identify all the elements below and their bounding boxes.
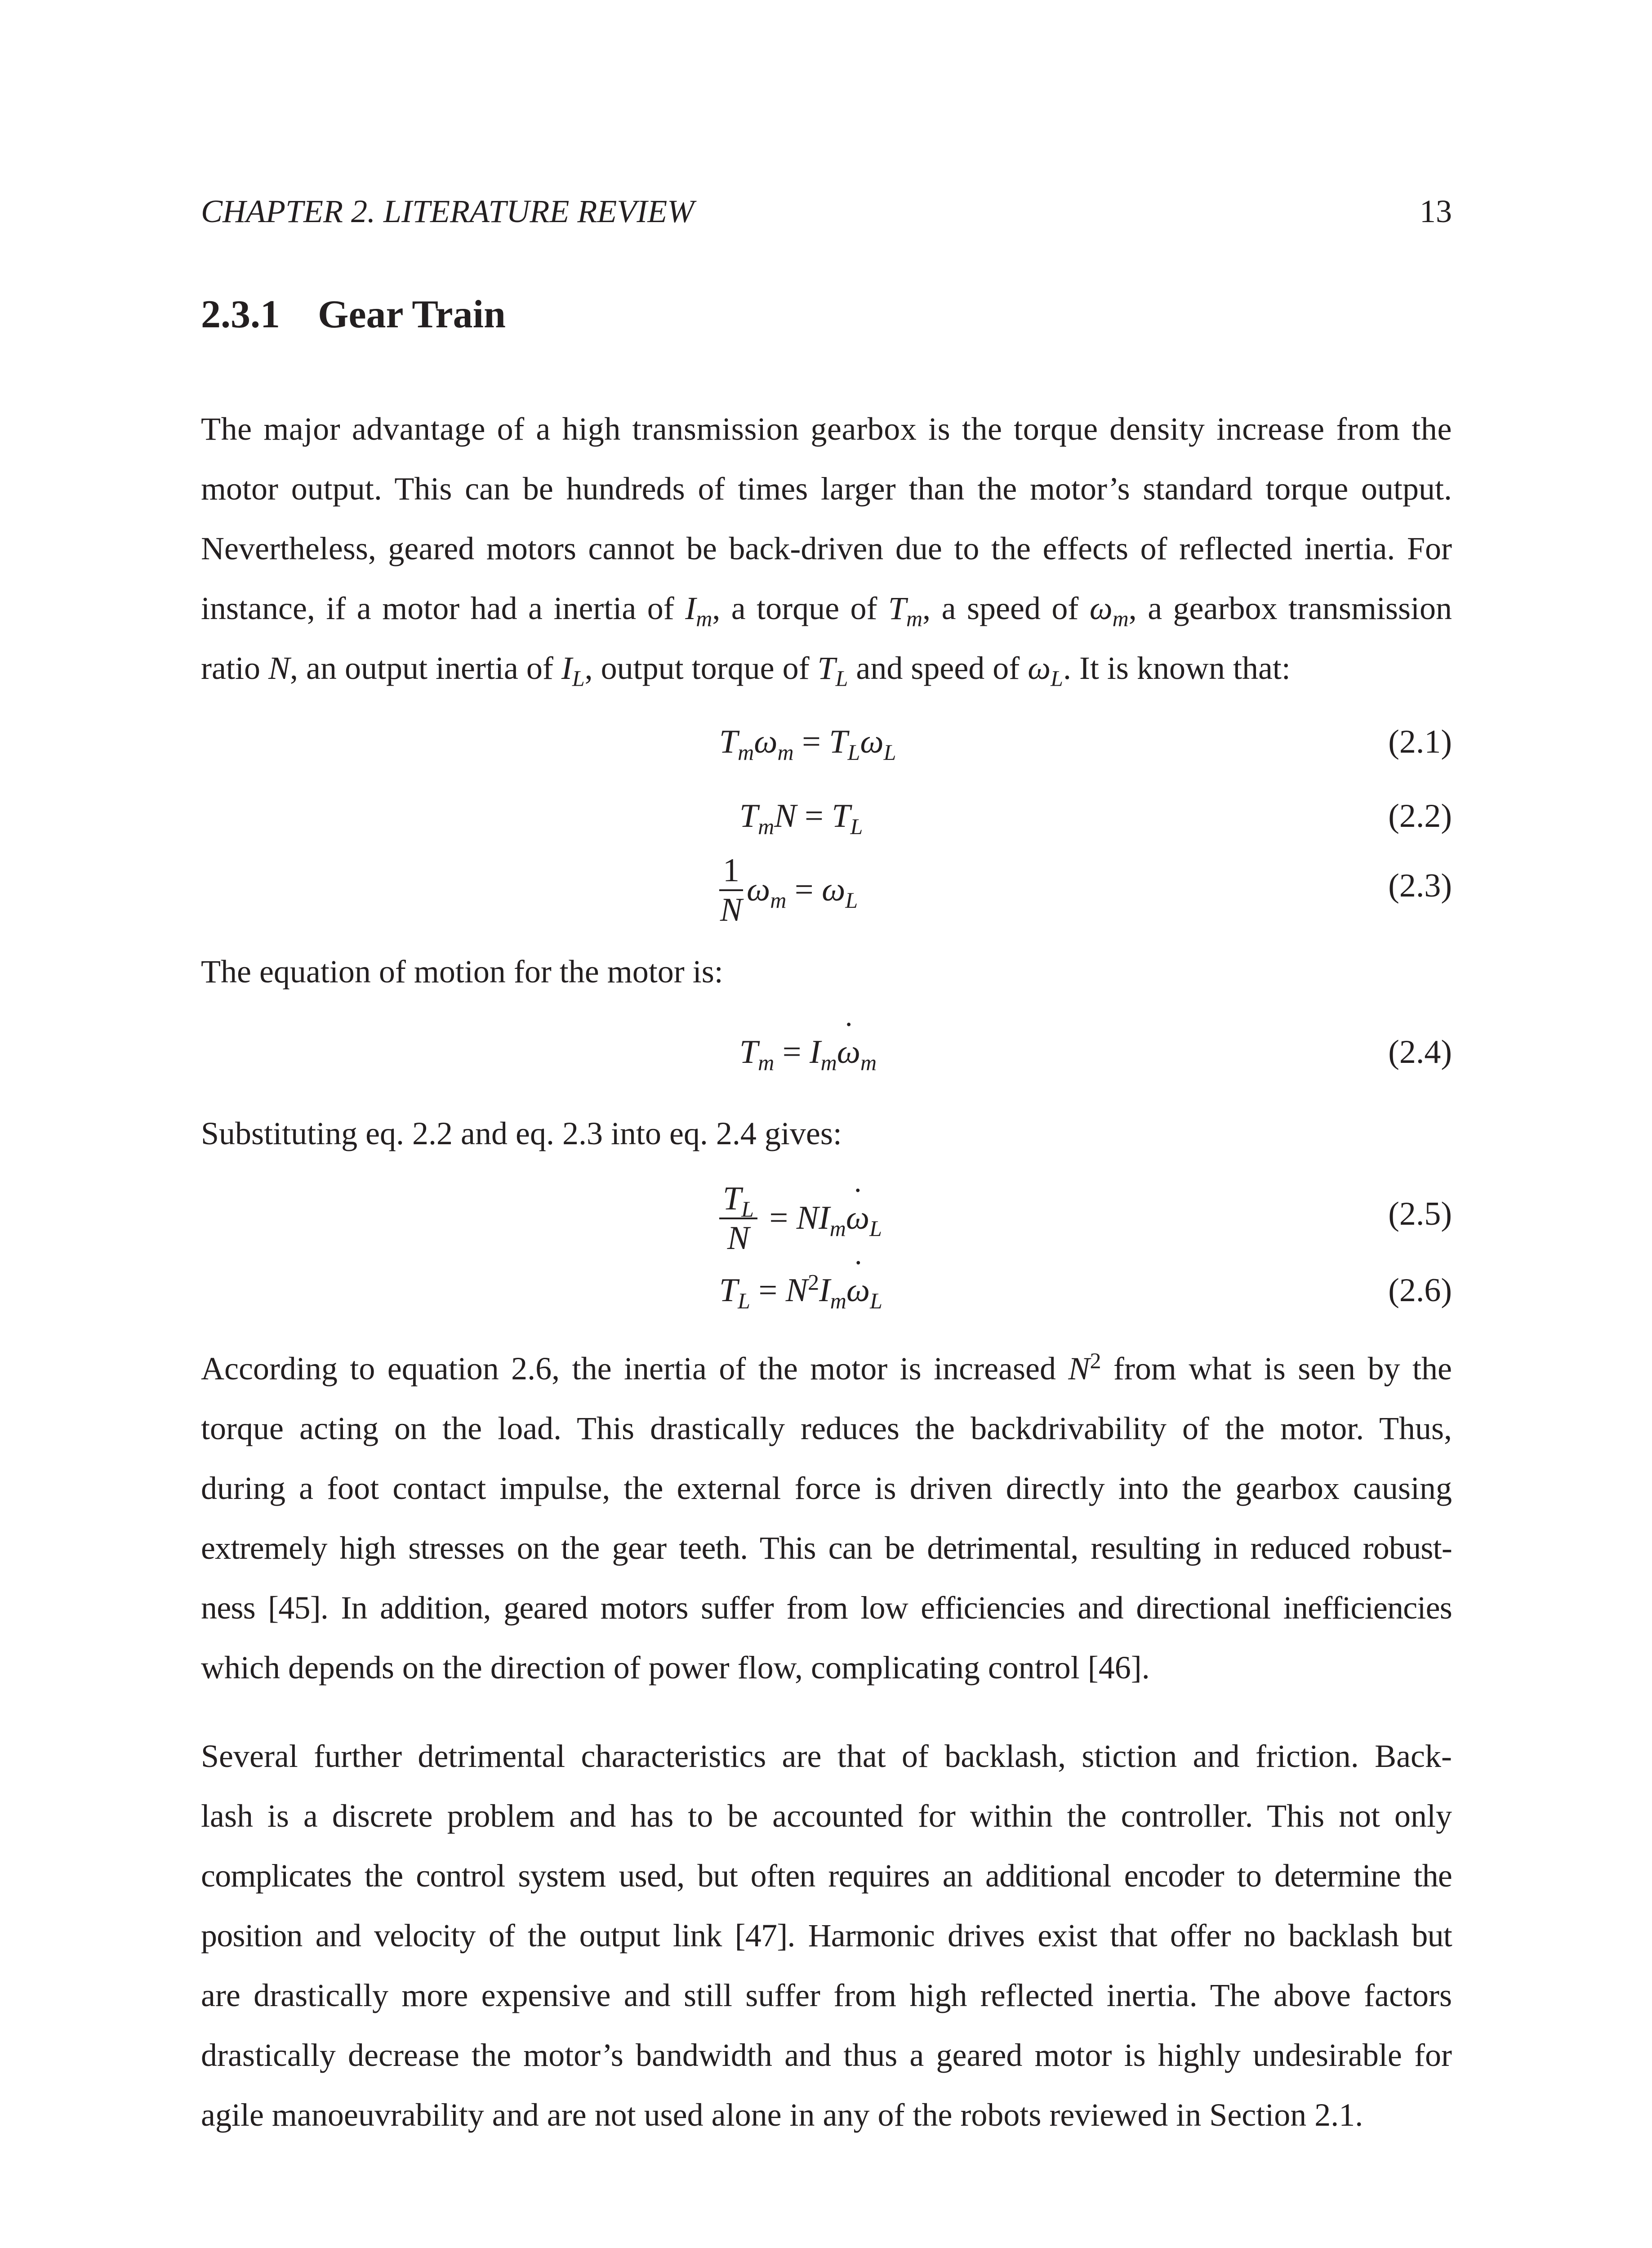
equation-2-2 bbox=[494, 785, 1452, 847]
text-line: during a foot contact impulse, the external force is driven directly into the gearbox causing bbox=[201, 1470, 1452, 1506]
section-heading bbox=[201, 288, 506, 342]
running-header bbox=[201, 189, 1452, 234]
equation-2-4 bbox=[494, 1021, 1452, 1084]
equation-body: $T_L = N^2I_m\omega$ $˙_L$ bbox=[719, 1259, 882, 1322]
section-number: 2.3.1 bbox=[201, 293, 280, 336]
equation-number: (2.3) bbox=[1388, 867, 1452, 904]
page-number: 13 bbox=[1420, 193, 1452, 229]
text-line: Nevertheless, geared motors cannot be back-driven due to the effects of reflected inertia. For bbox=[201, 531, 1452, 566]
text-line: The major advantage of a high transmission gearbox is the torque density increase from the bbox=[201, 411, 1452, 447]
equation-body: $T_m = I_m\omega$ $˙_m$ bbox=[739, 1021, 877, 1084]
text-line: are drastically more expensive and still suffer from high reflected inertia. The above factors bbox=[201, 1977, 1452, 2013]
equation-body: $T_mN = T_L$ bbox=[739, 798, 863, 839]
chapter-title: CHAPTER 2. LITERATURE REVIEW bbox=[201, 193, 695, 229]
paragraph-motion bbox=[201, 942, 1452, 1002]
equation-2-6 bbox=[494, 1259, 1452, 1322]
text-line: which depends on the direction of power flow, complicating control [46]. bbox=[201, 1650, 1150, 1686]
equation-number: (2.6) bbox=[1388, 1272, 1452, 1309]
equation-body: $\frac{1}{N}$ $\omega_m = \omega_L$ bbox=[720, 852, 858, 928]
text-line: motor output. This can be hundreds of times larger than the motor’s standard torque output. bbox=[201, 471, 1452, 507]
text-line: position and velocity of the output link [47]. Harmonic drives exist that offer no backlash but bbox=[201, 1918, 1452, 1954]
text-line: Substituting eq. 2.2 and eq. 2.3 into eq. 2.4 gives: bbox=[201, 1115, 842, 1151]
text-line: agile manoeuvrability and are not used alone in any of the robots reviewed in Section 2.1. bbox=[201, 2097, 1363, 2133]
equation-2-3 bbox=[494, 852, 1452, 928]
equation-body: $\frac{T_L}{N}$ = $NI_m\omega$ $˙_L$ bbox=[719, 1182, 882, 1260]
text-line: The equation of motion for the motor is: bbox=[201, 954, 723, 990]
fraction: $\frac{T_L}{N}$ bbox=[719, 1180, 757, 1257]
equation-number: (2.2) bbox=[1388, 798, 1452, 834]
text-line: complicates the control system used, but often requires an additional encoder to determine the bbox=[201, 1858, 1452, 1894]
paragraph-according bbox=[201, 1339, 1452, 1698]
equation-number: (2.4) bbox=[1388, 1034, 1452, 1070]
equation-body: $T_m\omega_m = T_L\omega_L$ bbox=[719, 723, 896, 765]
paragraph-detrimental bbox=[201, 1726, 1452, 2145]
text-line: torque acting on the load. This drastically reduces the backdrivability of the motor. Thus, bbox=[201, 1410, 1452, 1446]
equation-number: (2.1) bbox=[1388, 723, 1452, 760]
paragraph-substitution bbox=[201, 1104, 1452, 1164]
text-line: According to equation 2.6, the inertia of the motor is increased $N^2$ from what is seen by the bbox=[201, 1348, 1452, 1387]
text-line: instance, if a motor had a inertia of $I_m$, a torque of $T_m$, a speed of $\omega_m$, a gearbox transmission bbox=[201, 590, 1452, 631]
equation-2-1 bbox=[494, 710, 1452, 773]
paragraph-intro bbox=[201, 399, 1452, 698]
text-line: drastically decrease the motor’s bandwidth and thus a geared motor is highly undesirable for bbox=[201, 2037, 1452, 2073]
text-line: Several further detrimental characteristics are that of backlash, stiction and friction. Back- bbox=[201, 1738, 1452, 1774]
text-line: ness [45]. In addition, geared motors suffer from low efficiencies and directional inefficiencies bbox=[201, 1590, 1452, 1626]
section-title: Gear Train bbox=[318, 293, 506, 336]
equation-2-5 bbox=[494, 1180, 1452, 1257]
text-line: lash is a discrete problem and has to be accounted for within the controller. This not only bbox=[201, 1798, 1452, 1834]
text-line: extremely high stresses on the gear teeth. This can be detrimental, resulting in reduced robust- bbox=[201, 1530, 1452, 1566]
fraction: $\frac{1}{N}$ bbox=[720, 852, 743, 928]
equation-number: (2.5) bbox=[1388, 1195, 1452, 1232]
text-line: ratio N, an output inertia of $I_L$, output torque of $T_L$ and speed of $\omega_L$. It is known that: bbox=[201, 650, 1291, 691]
